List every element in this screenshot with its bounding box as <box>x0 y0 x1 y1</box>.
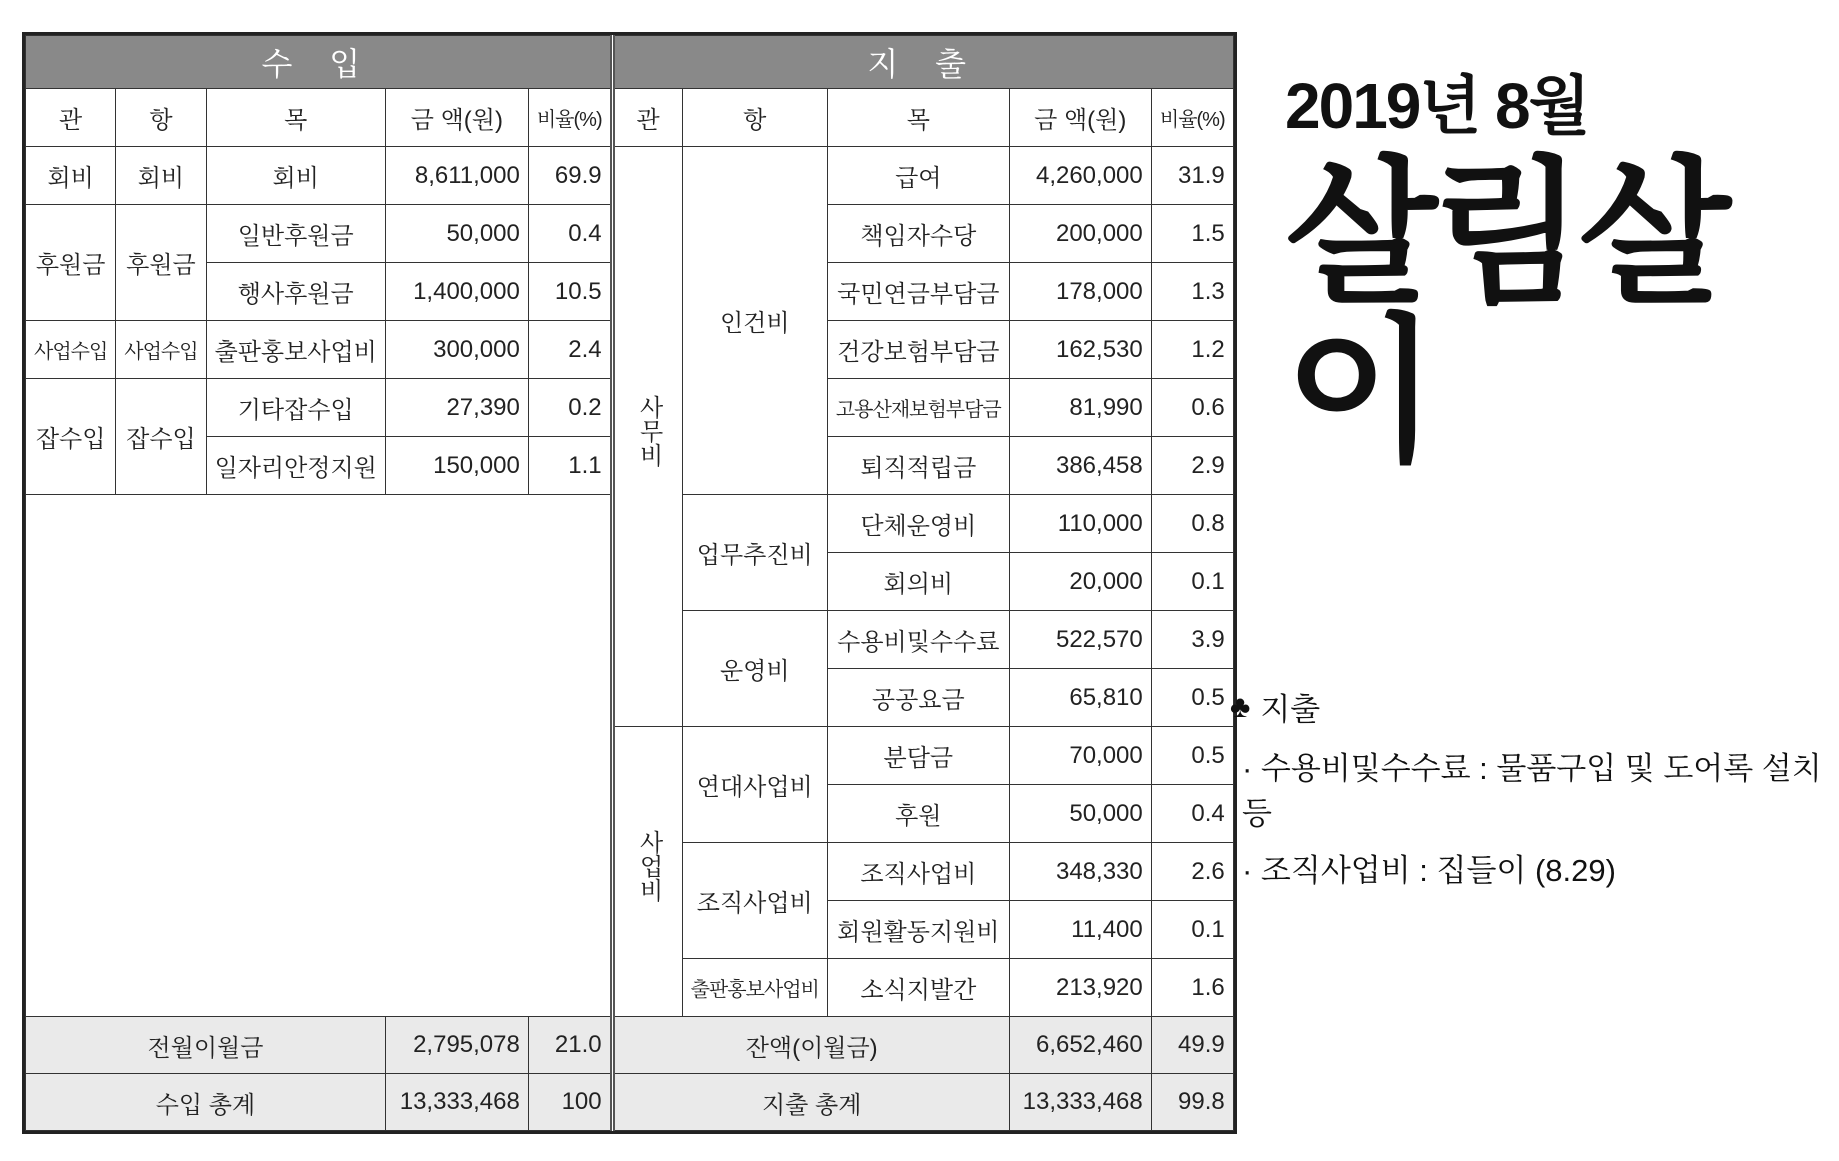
expense-mok: 단체운영비 <box>827 495 1009 553</box>
income-gwan: 사업수입 <box>26 321 116 379</box>
expense-ratio: 1.6 <box>1151 959 1233 1017</box>
expense-mok: 고용산재보험부담금 <box>827 379 1009 437</box>
expense-gwan-business <box>612 727 682 1017</box>
expense-header-hang: 항 <box>682 89 827 147</box>
income-ratio: 2.4 <box>528 321 612 379</box>
income-header-ratio: 비율(%) <box>528 89 612 147</box>
expense-mok: 건강보험부담금 <box>827 321 1009 379</box>
income-ratio: 1.1 <box>528 437 612 495</box>
expense-mok: 퇴직적립금 <box>827 437 1009 495</box>
expense-amount: 70,000 <box>1009 727 1151 785</box>
expense-gwan-business-label: 사업비 <box>635 830 663 902</box>
income-section-title: 수 입 <box>26 36 613 89</box>
expense-amount: 386,458 <box>1009 437 1151 495</box>
income-amount: 150,000 <box>385 437 528 495</box>
expense-mok: 급여 <box>827 147 1009 205</box>
income-carryover-label: 전월이월금 <box>26 1017 386 1074</box>
expense-mok: 회의비 <box>827 553 1009 611</box>
title-date: 2019년 8월 <box>1285 70 1589 142</box>
expense-balance-amount: 6,652,460 <box>1009 1017 1151 1074</box>
expense-amount: 110,000 <box>1009 495 1151 553</box>
expense-gwan-office <box>612 147 682 727</box>
expense-mok: 회원활동지원비 <box>827 901 1009 959</box>
income-header-hang: 항 <box>116 89 206 147</box>
expense-amount: 4,260,000 <box>1009 147 1151 205</box>
table-row <box>26 1074 1234 1131</box>
expense-total-ratio: 99.8 <box>1151 1074 1233 1131</box>
expense-mok: 분담금 <box>827 727 1009 785</box>
expense-header-ratio: 비율(%) <box>1151 89 1233 147</box>
expense-ratio: 0.5 <box>1151 669 1233 727</box>
income-amount: 1,400,000 <box>385 263 528 321</box>
income-amount: 8,611,000 <box>385 147 528 205</box>
income-gwan: 후원금 <box>26 205 116 321</box>
expense-hang-promotion: 업무추진비 <box>682 495 827 611</box>
expense-amount: 50,000 <box>1009 785 1151 843</box>
expense-amount: 522,570 <box>1009 611 1151 669</box>
income-amount: 300,000 <box>385 321 528 379</box>
note-heading: 지출 <box>1260 692 1321 727</box>
expense-hang-personnel: 인건비 <box>682 147 827 495</box>
expense-gwan-office-label: 사무비 <box>635 395 663 467</box>
expense-ratio: 0.4 <box>1151 785 1233 843</box>
income-gwan: 회비 <box>26 147 116 205</box>
expense-section-title: 지 출 <box>612 36 1233 89</box>
income-mok: 행사후원금 <box>206 263 385 321</box>
income-mok: 일반후원금 <box>206 205 385 263</box>
expense-mok: 국민연금부담금 <box>827 263 1009 321</box>
income-gwan: 잡수입 <box>26 379 116 495</box>
expense-amount: 20,000 <box>1009 553 1151 611</box>
expense-mok: 책임자수당 <box>827 205 1009 263</box>
income-carryover-amount: 2,795,078 <box>385 1017 528 1074</box>
income-header-amount: 금 액(원) <box>385 89 528 147</box>
expense-total-amount: 13,333,468 <box>1009 1074 1151 1131</box>
expense-hang-organization: 조직사업비 <box>682 843 827 959</box>
income-mok: 일자리안정지원 <box>206 437 385 495</box>
expense-mok: 수용비및수수료 <box>827 611 1009 669</box>
income-hang: 후원금 <box>116 205 206 321</box>
expense-mok: 후원 <box>827 785 1009 843</box>
expense-mok: 조직사업비 <box>827 843 1009 901</box>
expense-header-mok: 목 <box>827 89 1009 147</box>
expense-mok: 소식지발간 <box>827 959 1009 1017</box>
income-empty-area <box>26 495 613 1017</box>
income-total-amount: 13,333,468 <box>385 1074 528 1131</box>
expense-amount: 200,000 <box>1009 205 1151 263</box>
expense-amount: 348,330 <box>1009 843 1151 901</box>
expense-amount: 178,000 <box>1009 263 1151 321</box>
expense-mok: 공공요금 <box>827 669 1009 727</box>
income-carryover-ratio: 21.0 <box>528 1017 612 1074</box>
income-ratio: 69.9 <box>528 147 612 205</box>
expense-header-amount: 금 액(원) <box>1009 89 1151 147</box>
expense-ratio: 1.2 <box>1151 321 1233 379</box>
table-row <box>26 147 1234 205</box>
expense-header-gwan: 관 <box>612 89 682 147</box>
income-ratio: 0.2 <box>528 379 612 437</box>
income-mok: 기타잡수입 <box>206 379 385 437</box>
expense-ratio: 2.9 <box>1151 437 1233 495</box>
expense-amount: 81,990 <box>1009 379 1151 437</box>
club-icon: ♣ <box>1230 688 1251 724</box>
expense-amount: 213,920 <box>1009 959 1151 1017</box>
income-header-mok: 목 <box>206 89 385 147</box>
expense-ratio: 31.9 <box>1151 147 1233 205</box>
expense-amount: 162,530 <box>1009 321 1151 379</box>
expense-balance-label: 잔액(이월금) <box>612 1017 1009 1074</box>
income-total-label: 수입 총계 <box>26 1074 386 1131</box>
expense-ratio: 0.8 <box>1151 495 1233 553</box>
expense-ratio: 3.9 <box>1151 611 1233 669</box>
income-ratio: 0.4 <box>528 205 612 263</box>
income-amount: 27,390 <box>385 379 528 437</box>
income-header-gwan: 관 <box>26 89 116 147</box>
expense-ratio: 0.5 <box>1151 727 1233 785</box>
income-amount: 50,000 <box>385 205 528 263</box>
title-main: 살림살이 <box>1285 146 1725 480</box>
expense-hang-solidarity: 연대사업비 <box>682 727 827 843</box>
expense-ratio: 2.6 <box>1151 843 1233 901</box>
income-mok: 출판홍보사업비 <box>206 321 385 379</box>
expense-note <box>1230 684 1839 902</box>
income-hang: 잡수입 <box>116 379 206 495</box>
expense-amount: 11,400 <box>1009 901 1151 959</box>
note-line: · 수용비및수수료 : 물품구입 및 도어록 설치 등 <box>1242 751 1822 831</box>
expense-ratio: 1.5 <box>1151 205 1233 263</box>
income-hang: 사업수입 <box>116 321 206 379</box>
expense-ratio: 0.1 <box>1151 553 1233 611</box>
expense-hang-publishing: 출판홍보사업비 <box>682 959 827 1017</box>
expense-balance-ratio: 49.9 <box>1151 1017 1233 1074</box>
expense-hang-operation: 운영비 <box>682 611 827 727</box>
ledger-table <box>22 32 1237 1134</box>
note-heading-row <box>1230 684 1839 729</box>
expense-amount: 65,810 <box>1009 669 1151 727</box>
income-total-ratio: 100 <box>528 1074 612 1131</box>
expense-ratio: 1.3 <box>1151 263 1233 321</box>
note-line: · 조직사업비 : 집들이 (8.29) <box>1242 853 1616 888</box>
title-block <box>1285 55 1839 480</box>
expense-ratio: 0.1 <box>1151 901 1233 959</box>
expense-ratio: 0.6 <box>1151 379 1233 437</box>
income-mok: 회비 <box>206 147 385 205</box>
income-hang: 회비 <box>116 147 206 205</box>
table-row <box>26 1017 1234 1074</box>
expense-total-label: 지출 총계 <box>612 1074 1009 1131</box>
income-ratio: 10.5 <box>528 263 612 321</box>
